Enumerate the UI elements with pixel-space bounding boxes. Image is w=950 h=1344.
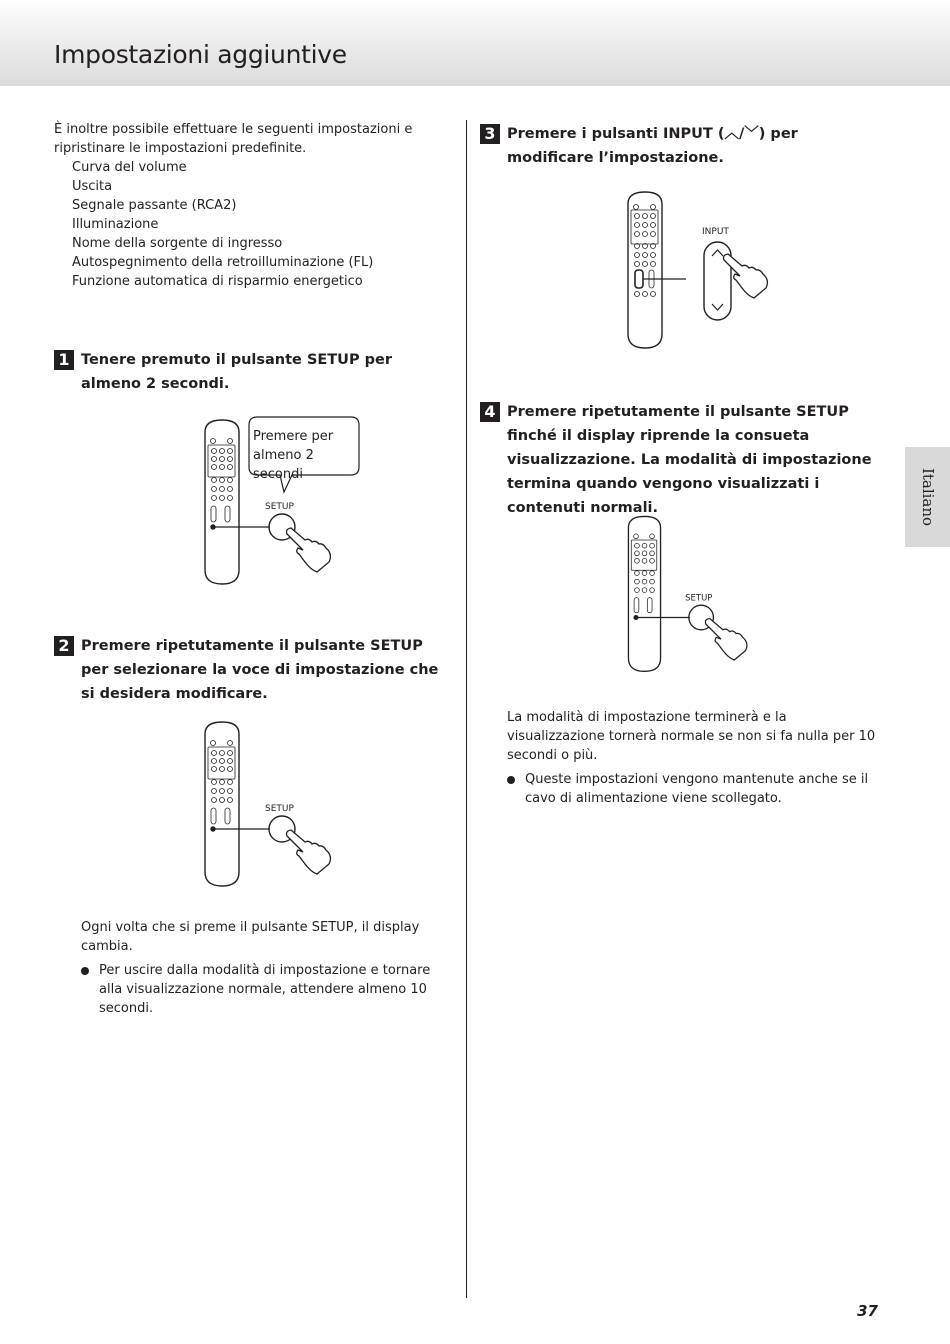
pointing-hand-icon <box>705 618 747 660</box>
intro-text: È inoltre possibile effettuare le seguenti impostazioni e ripristinare le impostazioni predefinite. <box>54 122 413 156</box>
bullet-text: Queste impostazioni vengono mantenute anche se il cavo di alimentazione viene scollegato. <box>525 772 869 806</box>
page-number: 37 <box>857 1302 878 1320</box>
step-text: Premere ripetutamente il pulsante SETUP finché il display riprende la consueta visualizzazione. La modalità di impostazione termina quando vengono visualizzati i contenuti normali. <box>507 404 872 516</box>
chevron-down-icon <box>712 304 723 310</box>
list-item: Curva del volume <box>72 160 187 175</box>
chevron-up-icon <box>712 250 723 256</box>
step-text: Premere i pulsanti INPUT (︿/﹀) per modificare l’impostazione. <box>507 126 798 166</box>
list-item: Uscita <box>72 179 113 194</box>
step-number: 2 <box>54 636 74 656</box>
remote-input-illustration <box>618 184 788 356</box>
setup-button-label: SETUP <box>685 593 713 604</box>
settings-list <box>54 158 454 291</box>
auto-exit-note: La modalità di impostazione terminerà e la visualizzazione tornerà normale se non si fa nulla per 10 secondi o più. <box>507 710 876 763</box>
step-1 <box>54 348 414 396</box>
exit-note-bullet <box>81 961 453 1018</box>
setup-cycle-note: Ogni volta che si preme il pulsante SETUP, il display cambia. <box>81 920 420 954</box>
language-tab <box>905 447 950 547</box>
remote-control-icon <box>628 516 660 671</box>
remote-control-icon <box>205 722 239 886</box>
page-header <box>0 0 950 86</box>
pointing-hand-icon <box>287 528 331 572</box>
callout-text: Premere per almeno 2 secondi <box>253 429 334 482</box>
page-title: Impostazioni aggiuntive <box>54 40 347 69</box>
settings-retained-bullet <box>507 770 879 808</box>
remote-setup-press-illustration <box>195 714 375 890</box>
step-text: Tenere premuto il pulsante SETUP per almeno 2 secondi. <box>81 352 392 392</box>
input-button-label: INPUT <box>702 227 729 237</box>
remote-control-icon <box>628 192 662 348</box>
pointing-hand-icon <box>287 830 331 874</box>
list-item: Autospegnimento della retroilluminazione (FL) <box>72 255 374 270</box>
bullet-dot <box>507 776 515 784</box>
bullet-text: Per uscire dalla modalità di impostazione e tornare alla visualizzazione normale, attendere almeno 10 secondi. <box>99 963 431 1016</box>
bullet-dot <box>81 967 89 975</box>
column-divider <box>466 120 467 1298</box>
intro-section <box>54 120 454 291</box>
setup-button-label: SETUP <box>265 502 294 512</box>
step-number: 3 <box>480 124 500 144</box>
language-tab-label: Italiano <box>918 467 937 527</box>
remote-control-icon <box>205 420 239 584</box>
step-2 <box>54 634 454 706</box>
step-number: 4 <box>480 402 500 422</box>
step-number: 1 <box>54 350 74 370</box>
list-item: Segnale passante (RCA2) <box>72 198 237 213</box>
pointing-hand-icon <box>724 254 768 298</box>
setup-button-label: SETUP <box>265 804 294 814</box>
step-text: Premere ripetutamente il pulsante SETUP per selezionare la voce di impostazione che si desidera modificare. <box>81 638 439 702</box>
list-item: Illuminazione <box>72 217 159 232</box>
list-item: Nome della sorgente di ingresso <box>72 236 283 251</box>
step-3 <box>480 122 880 170</box>
step-4 <box>480 400 880 520</box>
remote-setup-exit-illustration <box>619 504 789 680</box>
list-item: Funzione automatica di risparmio energetico <box>72 274 363 289</box>
